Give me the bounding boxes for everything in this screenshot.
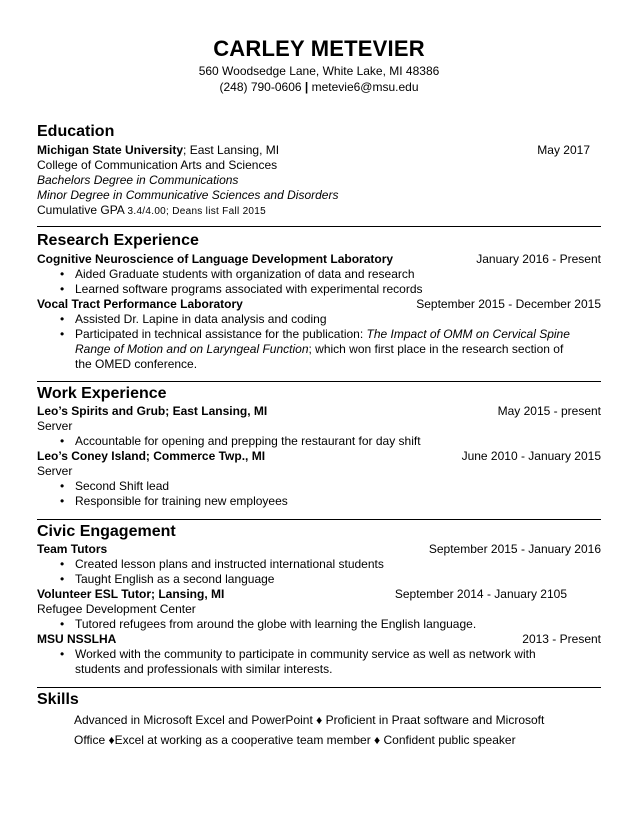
work-job1-org: Leo’s Spirits and Grub; East Lansing, MI <box>37 404 268 418</box>
contact-separator: | <box>304 80 309 94</box>
work-title: Work Experience <box>37 385 167 402</box>
work-job2-role: Server <box>37 464 73 478</box>
work-job1-date: May 2015 - present <box>497 404 601 418</box>
list-item: • Tutored refugees from around the globe with learning the English language. <box>60 617 477 631</box>
civic-item2-row <box>37 587 601 602</box>
research-job2-row <box>37 297 601 312</box>
civic-item2-org: Volunteer ESL Tutor; Lansing, MI <box>37 587 225 601</box>
list-item: • Created lesson plans and instructed international students <box>60 557 384 571</box>
research-job2-date: September 2015 - December 2015 <box>416 297 601 311</box>
education-date: May 2017 <box>537 143 590 157</box>
section-divider <box>37 519 601 520</box>
school-name: Michigan State University <box>37 143 184 157</box>
skills-section <box>37 687 601 750</box>
section-divider <box>37 226 601 227</box>
minor: Minor Degree in Communicative Sciences and Disorders <box>37 188 339 202</box>
research-job1-org: Cognitive Neuroscience of Language Development Laboratory <box>37 252 394 266</box>
list-item: • Second Shift lead <box>60 479 170 493</box>
civic-item1-row <box>37 542 601 557</box>
email: metevie6@msu.edu <box>311 80 419 94</box>
education-school-row <box>37 143 601 158</box>
civic-title: Civic Engagement <box>37 523 176 540</box>
civic-item3-row <box>37 632 601 647</box>
skills-title: Skills <box>37 691 79 708</box>
work-job2-row <box>37 449 601 464</box>
civic-item2-sub: Refugee Development Center <box>37 602 196 616</box>
contact-line <box>0 80 638 94</box>
section-divider <box>37 687 601 688</box>
list-item: • Learned software programs associated with experimental records <box>60 282 423 296</box>
skills-line-1: Advanced in Microsoft Excel and PowerPoint ♦ Proficient in Praat software and Microsoft <box>74 713 545 727</box>
skills-text <box>37 710 601 750</box>
gpa-row <box>37 203 601 218</box>
civic-item1-org: Team Tutors <box>37 542 108 556</box>
skills-line-2: Office ♦Excel at working as a cooperative team member ♦ Confident public speaker <box>74 733 516 747</box>
list-item: • Responsible for training new employees <box>60 494 288 508</box>
work-job2-date: June 2010 - January 2015 <box>461 449 601 463</box>
school-location: ; East Lansing, MI <box>183 143 280 157</box>
civic-item3-date: 2013 - Present <box>522 632 601 646</box>
research-title: Research Experience <box>37 232 199 249</box>
address-line: 560 Woodsedge Lane, White Lake, MI 48386 <box>198 64 440 78</box>
list-item: • Participated in technical assistance for the publication: The Impact of OMM on Cervical Spine Range of Motion and on Laryngeal Function; which won first place in the research section of the OMED conference. <box>60 327 570 371</box>
work-section <box>37 381 601 509</box>
civic-section <box>37 519 601 677</box>
education-title: Education <box>37 123 115 140</box>
research-job1-date: January 2016 - Present <box>476 252 601 266</box>
degree: Bachelors Degree in Communications <box>37 173 239 187</box>
section-divider <box>37 381 601 382</box>
phone: (248) 790-0606 <box>219 80 302 94</box>
research-job1-row <box>37 252 601 267</box>
research-job2-org: Vocal Tract Performance Laboratory <box>37 297 243 311</box>
list-item: • Worked with the community to participate in community service as well as network with students and professionals with similar interests. <box>60 647 536 676</box>
work-job1-row <box>37 404 601 419</box>
list-item: • Aided Graduate students with organization of data and research <box>60 267 415 281</box>
list-item: • Assisted Dr. Lapine in data analysis and coding <box>60 312 327 326</box>
work-job2-org: Leo’s Coney Island; Commerce Twp., MI <box>37 449 266 463</box>
civic-item3-org: MSU NSSLHA <box>37 632 117 646</box>
list-item: • Accountable for opening and prepping the restaurant for day shift <box>60 434 421 448</box>
research-section <box>37 226 601 372</box>
gpa-label: Cumulative GPA <box>37 203 125 217</box>
work-job1-role: Server <box>37 419 73 433</box>
civic-item1-date: September 2015 - January 2016 <box>428 542 601 556</box>
candidate-name: CARLEY METEVIER <box>213 36 425 61</box>
gpa-value: 3.4/4.00; Deans list Fall 2015 <box>127 206 267 217</box>
list-item: • Taught English as a second language <box>60 572 275 586</box>
civic-item2-date: September 2014 - January 2105 <box>394 587 567 601</box>
college-name: College of Communication Arts and Sciences <box>37 158 278 172</box>
education-section <box>37 122 601 218</box>
